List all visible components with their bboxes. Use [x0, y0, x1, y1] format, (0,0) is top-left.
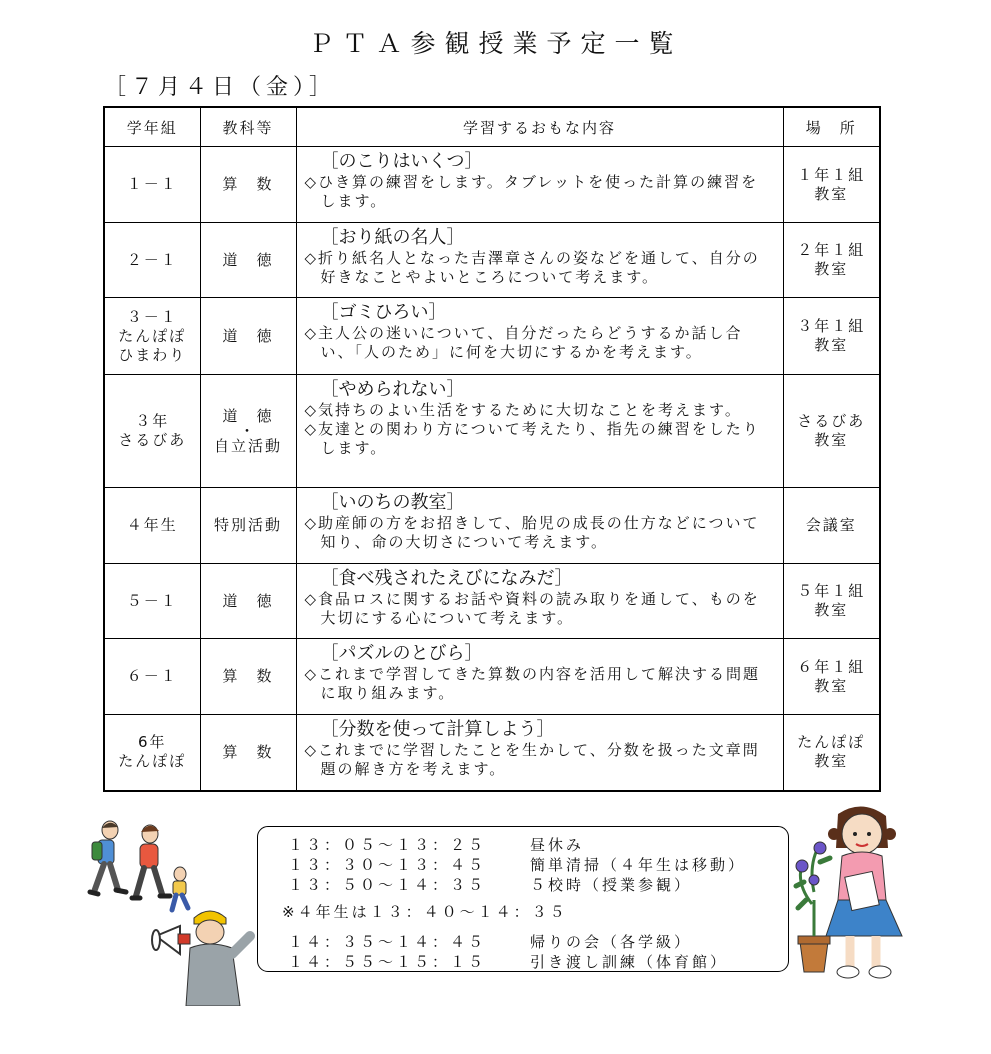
schedule-item: [288, 835, 788, 855]
content-cell: [296, 147, 783, 223]
subject-cell: [200, 223, 296, 298]
table-header-row: [104, 107, 880, 147]
lesson-description: ◇友達との関わり方について考えたり、指先の練習をしたりします。: [304, 420, 760, 457]
schedule-item: [288, 875, 788, 895]
lesson-description: ◇助産師の方をお招きして、胎児の成長の仕方などについて知り、命の大切さについて考えます。: [304, 514, 760, 551]
content-cell: [296, 564, 783, 639]
table-row: [104, 564, 880, 639]
schedule-time: １３：０５～１３：２５: [288, 836, 487, 854]
subject-line: 道 徳: [222, 326, 274, 345]
schedule-time: １４：５５～１５：１５: [288, 953, 487, 971]
grade-line: ４年生: [126, 516, 178, 534]
page-title: ＰＴＡ参観授業予定一覧: [308, 29, 683, 58]
subject-line: 道 徳: [222, 591, 274, 610]
subject-cell: [200, 488, 296, 564]
grade-cell: [104, 375, 200, 488]
place-cell: [783, 375, 880, 488]
table-row: [104, 223, 880, 298]
place-line: 教室: [814, 676, 849, 695]
place-cell: [783, 639, 880, 715]
lesson-topic: ［パズルのとびら］: [320, 643, 483, 664]
table-row: [104, 147, 880, 223]
subject-line: 算 数: [222, 667, 274, 685]
schedule-event: 昼休み: [530, 836, 585, 854]
subject-line: 算 数: [222, 742, 274, 761]
place-line: 教室: [814, 752, 849, 771]
grade-cell: [104, 147, 200, 223]
grade-line: ２－１: [126, 250, 178, 269]
schedule-event: ５校時（授業参観）: [530, 876, 693, 894]
schedule-event: 引き渡し訓練（体育館）: [530, 953, 729, 971]
place-line: たんぽぽ: [797, 733, 866, 752]
safety-officer-megaphone-illustration: [150, 906, 262, 1006]
subject-cell: [200, 147, 296, 223]
place-cell: [783, 223, 880, 298]
subject-line: ・: [239, 421, 257, 440]
place-line: １年１組: [797, 165, 866, 184]
grade-line: ３年: [135, 412, 170, 430]
table-row: [104, 298, 880, 375]
place-cell: [783, 147, 880, 223]
place-line: ６年１組: [797, 657, 866, 676]
grade-line: １－１: [126, 175, 178, 193]
lesson-description: ◇折り紙名人となった吉澤章さんの姿などを通して、自分の好きなことやよいところについて考えます。: [304, 249, 760, 286]
girl-with-flowers-illustration: [790, 804, 920, 984]
grade-line: ３－１: [126, 307, 178, 326]
lesson-topic: ［やめられない］: [320, 379, 465, 400]
schedule-event: 帰りの会（各学級）: [530, 933, 693, 951]
grade-cell: [104, 298, 200, 375]
subject-line: 道 徳: [222, 250, 274, 269]
lesson-topic: ［食べ残されたえびになみだ］: [320, 568, 573, 589]
grade-line: ５－１: [126, 591, 178, 610]
place-cell: [783, 564, 880, 639]
content-cell: [296, 639, 783, 715]
header-content: 学習するおもな内容: [296, 107, 783, 147]
subject-line: 特別活動: [213, 516, 282, 534]
schedule-time: １３：３０～１３：４５: [288, 856, 487, 874]
place-line: 会議室: [805, 516, 857, 534]
lesson-topic: ［ゴミひろい］: [320, 302, 447, 323]
schedule-table: [103, 106, 881, 792]
schedule-time: １３：５０～１４：３５: [288, 876, 487, 894]
place-line: 教室: [814, 336, 849, 354]
grade-line: 6年: [137, 733, 167, 752]
place-cell: [783, 715, 880, 791]
place-line: ２年１組: [797, 241, 866, 259]
subject-cell: [200, 639, 296, 715]
place-line: 教室: [814, 601, 849, 619]
table-row: [104, 639, 880, 715]
header-place: 場 所: [783, 107, 880, 147]
lesson-description: ◇気持ちのよい生活をするために大切なことを考えます。: [304, 401, 742, 419]
table-row: [104, 715, 880, 791]
lesson-description: ◇ひき算の練習をします。タブレットを使った計算の練習をします。: [304, 173, 759, 210]
grade-line: ６－１: [126, 667, 178, 685]
place-line: ３年１組: [797, 317, 866, 335]
subject-line: 算 数: [222, 175, 274, 193]
grade-line: ひまわり: [118, 345, 187, 364]
table-row: [104, 375, 880, 488]
grade-line: さるびあ: [118, 431, 187, 449]
schedule-note: ※４年生は１３：４０～１４：３５: [282, 903, 568, 921]
place-line: 教室: [814, 431, 849, 449]
grade-line: たんぽぽ: [118, 752, 187, 771]
subject-cell: [200, 375, 296, 488]
grade-cell: [104, 639, 200, 715]
content-cell: [296, 715, 783, 791]
place-cell: [783, 298, 880, 375]
grade-cell: [104, 564, 200, 639]
grade-cell: [104, 715, 200, 791]
lesson-topic: ［分数を使って計算しよう］: [320, 719, 555, 740]
lesson-topic: ［いのちの教室］: [320, 492, 465, 513]
content-cell: [296, 223, 783, 298]
grade-line: たんぽぽ: [118, 326, 187, 345]
schedule-item: [288, 932, 788, 952]
subject-cell: [200, 564, 296, 639]
content-cell: [296, 488, 783, 564]
subject-line: 道 徳: [222, 406, 274, 425]
lesson-description: ◇これまでに学習したことを生かして、分数を扱った文章問題の解き方を考えます。: [304, 741, 760, 778]
schedule-time: １４：３５～１４：４５: [288, 933, 487, 951]
event-date: ［７月４日（金）］: [104, 75, 337, 100]
subject-cell: [200, 715, 296, 791]
running-family-illustration: [84, 818, 196, 918]
schedule-event: 簡単清掃（４年生は移動）: [530, 856, 747, 874]
schedule-item: [288, 952, 788, 972]
lesson-topic: ［おり紙の名人］: [320, 227, 465, 248]
lesson-topic: ［のこりはいくつ］: [320, 151, 483, 172]
schedule-item: [288, 855, 788, 875]
place-cell: [783, 488, 880, 564]
subject-line: 自立活動: [213, 436, 282, 455]
place-line: 教室: [814, 260, 849, 278]
place-line: さるびあ: [797, 412, 866, 430]
lesson-description: ◇これまで学習してきた算数の内容を活用して解決する問題に取り組みます。: [304, 665, 761, 702]
table-row: [104, 488, 880, 564]
header-subject: 教科等: [200, 107, 296, 147]
place-line: 教室: [814, 184, 849, 203]
header-grade: 学年組: [104, 107, 200, 147]
grade-cell: [104, 488, 200, 564]
lesson-description: ◇主人公の迷いについて、自分だったらどうするか話し合い、「人のため」に何を大切にするかを考えます。: [304, 324, 743, 361]
time-schedule-box: [257, 826, 789, 972]
subject-cell: [200, 298, 296, 375]
place-line: ５年１組: [797, 582, 866, 600]
content-cell: [296, 298, 783, 375]
lesson-description: ◇食品ロスに関するお話や資料の読み取りを通して、ものを大切にする心について考えます。: [304, 590, 760, 627]
grade-cell: [104, 223, 200, 298]
content-cell: [296, 375, 783, 488]
